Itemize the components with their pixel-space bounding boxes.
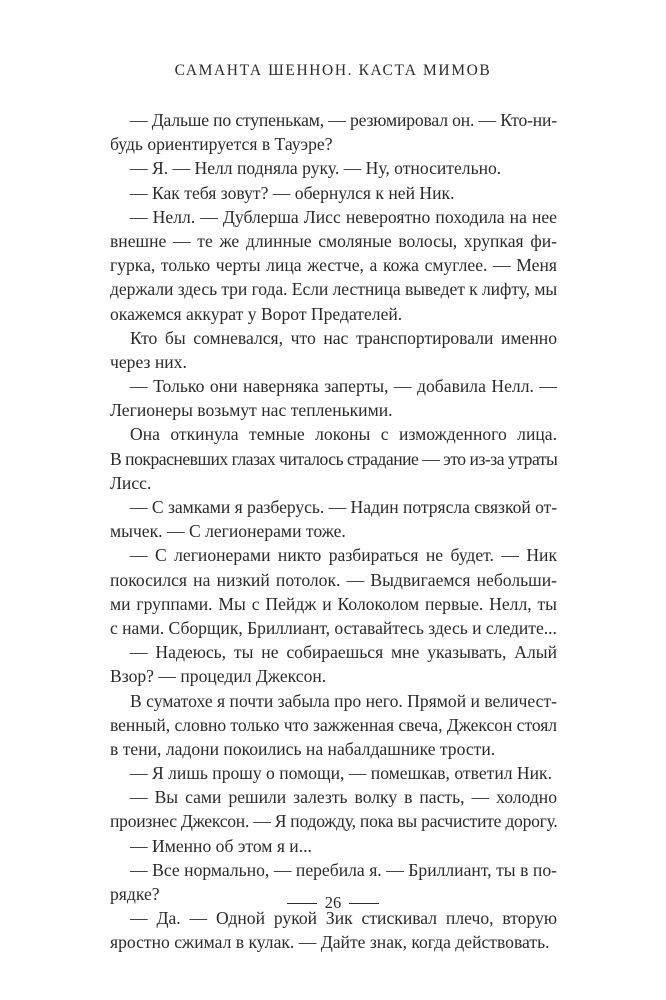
running-head: САМАНТА ШЕННОН. КАСТА МИМОВ <box>174 62 492 79</box>
folio-dash-left <box>287 903 317 904</box>
text-line: Взор? — процедил Джексон. <box>110 666 327 687</box>
page-number-footer <box>0 893 666 913</box>
text-line: окажемся аккурат у Ворот Предателей. <box>110 303 403 324</box>
text-line: — Нелл. — Дублерша Лисс невероятно походила на нее <box>130 206 557 227</box>
text-line: покосился на низкий потолок. — Выдвигаемся небольши- <box>110 569 557 590</box>
text-line: гурка, только черты лица жестче, а кожа смуглее. — Меня <box>110 255 557 276</box>
text-line: с нами. Сборщик, Бриллиант, оставайтесь здесь и следите... <box>110 617 557 638</box>
text-line: венный, словно только что зажженная свеча, Джексон стоял <box>110 714 558 735</box>
body-text <box>110 108 557 955</box>
text-line: В покрасневших глазах читалось страдание — это из-за утраты <box>110 448 558 469</box>
text-line: Она откинула темные локоны с изможденного лица. <box>130 424 557 445</box>
text-line: через них. <box>110 351 187 372</box>
text-line: — Да. — Одной рукой Зик стискивал плечо, вторую <box>130 908 557 929</box>
text-line: рядке? <box>110 884 160 904</box>
text-line: — Я. — Нелл подняла руку. — Ну, относительно. <box>130 158 502 179</box>
text-line: — Как тебя зовут? — обернулся к ней Ник. <box>130 182 455 203</box>
text-line: — С легионерами никто разбираться не будет. — Ник <box>130 545 557 566</box>
text-line: держали здесь три года. Если лестница выведет к лифту, мы <box>110 279 558 300</box>
text-line: — Я лишь прошу о помощи, — помешкав, ответил Ник. <box>130 763 552 784</box>
text-line: ми группами. Мы с Пейдж и Колоколом первые. Нелл, ты <box>110 593 557 614</box>
text-line: яростно сжимал в кулак. — Дайте знак, когда действовать. <box>110 932 550 953</box>
text-line: Кто бы сомневался, что нас транспортировали именно <box>130 327 557 348</box>
text-line: — Дальше по ступенькам, — резюмировал он. — Кто-ни- <box>130 110 557 130</box>
text-line: произнес Джексон. — Я подожду, пока вы расчистите дорогу. <box>110 811 558 832</box>
folio-dash-right <box>349 903 379 904</box>
text-line: Лисс. <box>110 472 152 493</box>
text-line: — Именно об этом я и... <box>130 835 312 856</box>
text-line: — С замками я разберусь. — Надин потрясла связкой от- <box>130 497 558 517</box>
text-line: В суматохе я почти забыла про него. Прямой и величест- <box>130 690 557 711</box>
text-line: в тени, ладони покоились на набалдашнике трости. <box>110 738 496 759</box>
text-line: — Надеюсь, ты не собираешься мне указывать, Алый <box>130 642 557 663</box>
text-line: внешне — те же длинные смоляные волосы, хрупкая фи- <box>110 230 557 251</box>
text-line: будь ориентируется в Тауэре? <box>110 134 333 155</box>
text-line: Легионеры возьмут нас тепленькими. <box>110 400 393 421</box>
text-line: — Только они наверняка заперты, — добавила Нелл. — <box>130 376 557 397</box>
text-line: — Все нормально, — перебила я. — Бриллиант, ты в по- <box>130 859 557 880</box>
text-line: — Вы сами решили залезть волку в пасть, — холодно <box>130 787 557 808</box>
text-line: мычек. — С легионерами тоже. <box>110 521 346 542</box>
page-number: 26 <box>324 893 342 912</box>
